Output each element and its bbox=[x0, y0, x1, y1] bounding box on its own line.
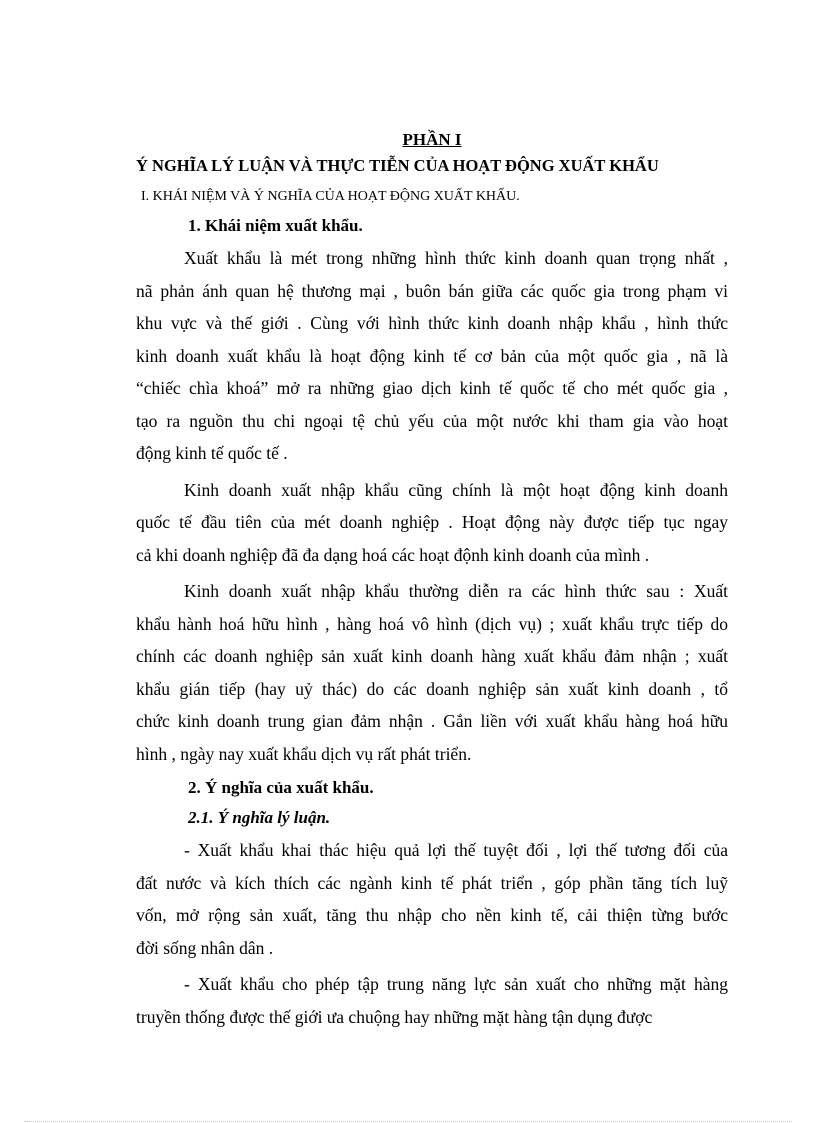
paragraph-1 bbox=[136, 242, 728, 470]
document-body bbox=[136, 128, 728, 1033]
paragraph-3 bbox=[136, 575, 728, 770]
paragraph-line: cả khi doanh nghiệp đã đa dạng hoá các hoạt độnh kinh doanh của mình . bbox=[136, 544, 650, 565]
section-heading: I. KHÁI NIỆM VÀ Ý NGHĨA CỦA HOẠT ĐỘNG XUẤT KHẨU. bbox=[141, 189, 520, 204]
paragraph-line: động kinh tế quốc tế . bbox=[136, 443, 288, 463]
chapter-heading: Ý NGHĨA LÝ LUẬN VÀ THỰC TIỄN CỦA HOẠT ĐỘNG XUẤT KHẨU bbox=[136, 156, 659, 175]
paragraph-line: tạo ra nguồn thu chi ngoại tệ chủ yếu của một nước khi tham gia vào hoạt bbox=[136, 410, 728, 431]
paragraph-line: Xuất khẩu là mét trong những hình thức kinh doanh quan trọng nhất , bbox=[184, 248, 728, 268]
part-heading: PHẦN I bbox=[402, 130, 462, 149]
paragraph-line: kinh doanh xuất khẩu là hoạt động kinh tế cơ bản của một quốc gia , nã là bbox=[136, 345, 728, 366]
paragraph-line: vốn, mở rộng sản xuất, tăng thu nhập cho nền kinh tế, cải thiện từng bước bbox=[136, 905, 728, 925]
paragraph-line: khẩu hành hoá hữu hình , hàng hoá vô hình (dịch vụ) ; xuất khẩu trực tiếp do bbox=[136, 613, 728, 634]
paragraph-line: chức kinh doanh trung gian đảm nhận . Gắn liền với xuất khẩu hàng hoá hữu bbox=[136, 711, 728, 731]
paragraph-2 bbox=[136, 474, 728, 572]
subsection-heading-1: 1. Khái niệm xuất khẩu. bbox=[188, 216, 363, 235]
paragraph-line: - Xuất khẩu khai thác hiệu quả lợi thế tuyệt đối , lợi thế tương đối của bbox=[184, 840, 728, 860]
subsection-heading-2: 2. Ý nghĩa của xuất khẩu. bbox=[188, 778, 374, 797]
paragraph-line: khẩu gián tiếp (hay uỷ thác) do các doanh nghiệp sản xuất kinh doanh , tổ bbox=[136, 678, 728, 699]
paragraph-5 bbox=[136, 968, 728, 1033]
paragraph-line: - Xuất khẩu cho phép tập trung năng lực sản xuất cho những mặt hàng bbox=[184, 974, 728, 994]
paragraph-line: chính các doanh nghiệp sản xuất kinh doanh hàng xuất khẩu đảm nhận ; xuất bbox=[136, 646, 728, 666]
paragraph-4 bbox=[136, 834, 728, 964]
paragraph-line: Kinh doanh xuất nhập khẩu cũng chính là một hoạt động kinh doanh bbox=[184, 479, 728, 500]
paragraph-line: đất nước và kích thích các ngành kinh tế phát triển , góp phần tăng tích luỹ bbox=[136, 872, 728, 893]
paragraph-line: khu vực và thế giới . Cùng với hình thức kinh doanh nhập khẩu , hình thức bbox=[136, 313, 728, 333]
paragraph-line: nã phản ánh quan hệ thương mại , buôn bán giữa các quốc gia trong phạm vi bbox=[136, 280, 728, 301]
subsection-heading-2-1: 2.1. Ý nghĩa lý luận. bbox=[188, 808, 331, 827]
paragraph-line: quốc tế đầu tiên của mét doanh nghiệp . Hoạt động này được tiếp tục ngay bbox=[136, 512, 728, 532]
page-bottom-border bbox=[24, 1121, 792, 1122]
paragraph-line: “chiếc chìa khoá” mở ra những giao dịch kinh tế quốc tế cho mét quốc gia , bbox=[136, 378, 728, 398]
paragraph-line: Kinh doanh xuất nhập khẩu thường diễn ra các hình thức sau : Xuất bbox=[184, 581, 728, 601]
paragraph-line: hình , ngày nay xuất khẩu dịch vụ rất phát triển. bbox=[136, 743, 472, 764]
paragraph-line: truyền thống được thế giới ưa chuộng hay những mặt hàng tận dụng được bbox=[136, 1006, 653, 1027]
paragraph-line: đời sống nhân dân . bbox=[136, 937, 274, 958]
